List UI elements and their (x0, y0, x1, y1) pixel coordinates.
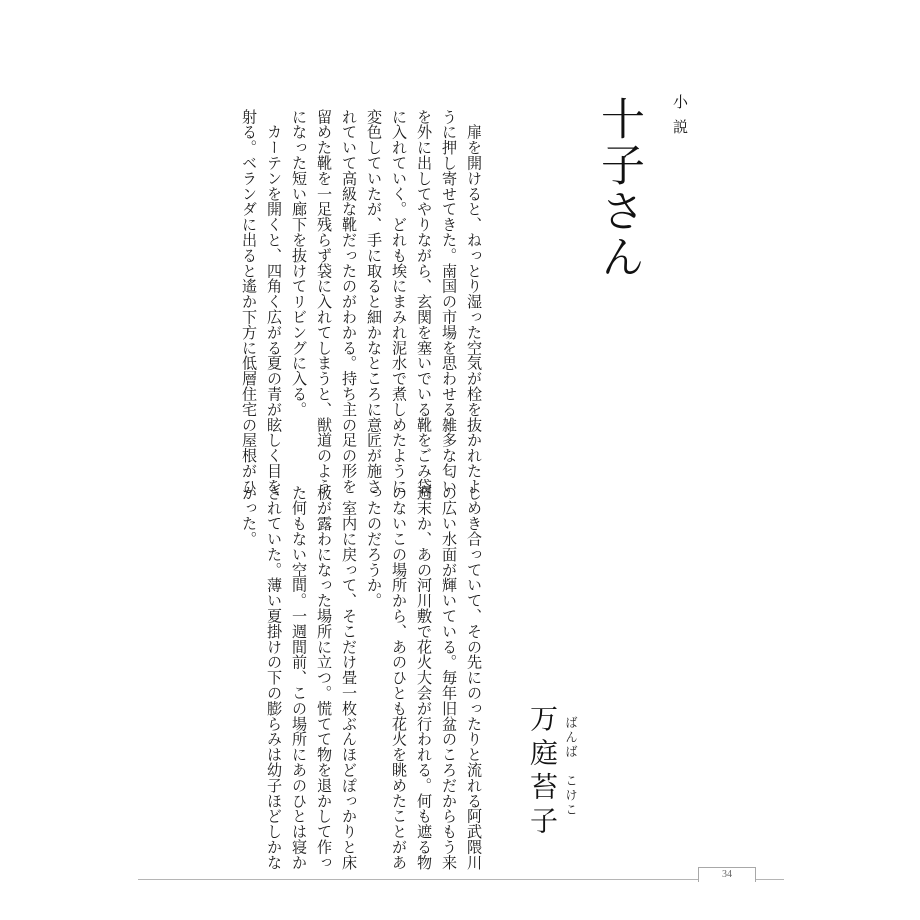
author-name: 万庭苔子 (526, 704, 559, 840)
genre-label: 小説 (671, 94, 689, 144)
text-column-upper: 扉を開けると、ねっとり湿った空気が栓を抜かれたよ (465, 109, 484, 494)
text-column-lower: 週末か、あの河川敷で花火大会が行われる。何も遮る物 (415, 485, 434, 870)
text-column-upper: になった短い廊下を抜けてリビングに入る。 (290, 109, 309, 417)
text-column-upper: 変色していたが、手に取ると細かなところに意匠が施さ (365, 109, 384, 494)
text-column-lower: 板が露わになった場所に立つ。慌てて物を退かして作っ (315, 485, 334, 870)
text-column-upper: 留めた靴を一足残らず袋に入れてしまうと、獣道のよう (315, 109, 334, 494)
text-column-lower: のないこの場所から、あのひとも花火を眺めたことがあ (390, 485, 409, 870)
text-column-lower: されていた。薄い夏掛けの下の膨らみは幼子ほどしかな (265, 485, 284, 870)
text-column-lower: の広い水面が輝いている。毎年旧盆のころだからもう来 (440, 485, 459, 870)
text-column-lower: 室内に戻って、そこだけ畳一枚ぶんほどぽっかりと床 (340, 485, 359, 870)
text-column-lower: た何もない空間。一週間前、この場所にあのひとは寝か (290, 485, 309, 870)
text-column-upper: うに押し寄せてきた。南国の市場を思わせる雑多な匂い (440, 109, 459, 494)
text-column-lower: かった。 (240, 485, 259, 547)
text-column-upper: 射る。ベランダに出ると遙か下方に低層住宅の屋根がひ (240, 109, 259, 494)
text-column-upper: に入れていく。どれも埃にまみれ泥水で煮しめたように (390, 109, 409, 494)
text-column-upper: を外に出してやりながら、玄関を塞いでいる靴をごみ袋 (415, 109, 434, 494)
author-name-reading: ばんば こけこ (563, 716, 579, 818)
story-title: 十子さん (593, 96, 644, 280)
text-column-lower: しめき合っていて、その先にのったりと流れる阿武隈川 (465, 485, 484, 870)
footer-divider (138, 879, 784, 880)
text-column-upper: カーテンを開くと、四角く広がる夏の青が眩しく目を (265, 109, 284, 494)
text-column-upper: れていて高級な靴だったのがわかる。持ち主の足の形を (340, 109, 359, 494)
text-column-lower: ったのだろうか。 (365, 485, 384, 609)
page-number: 34 (698, 867, 756, 882)
